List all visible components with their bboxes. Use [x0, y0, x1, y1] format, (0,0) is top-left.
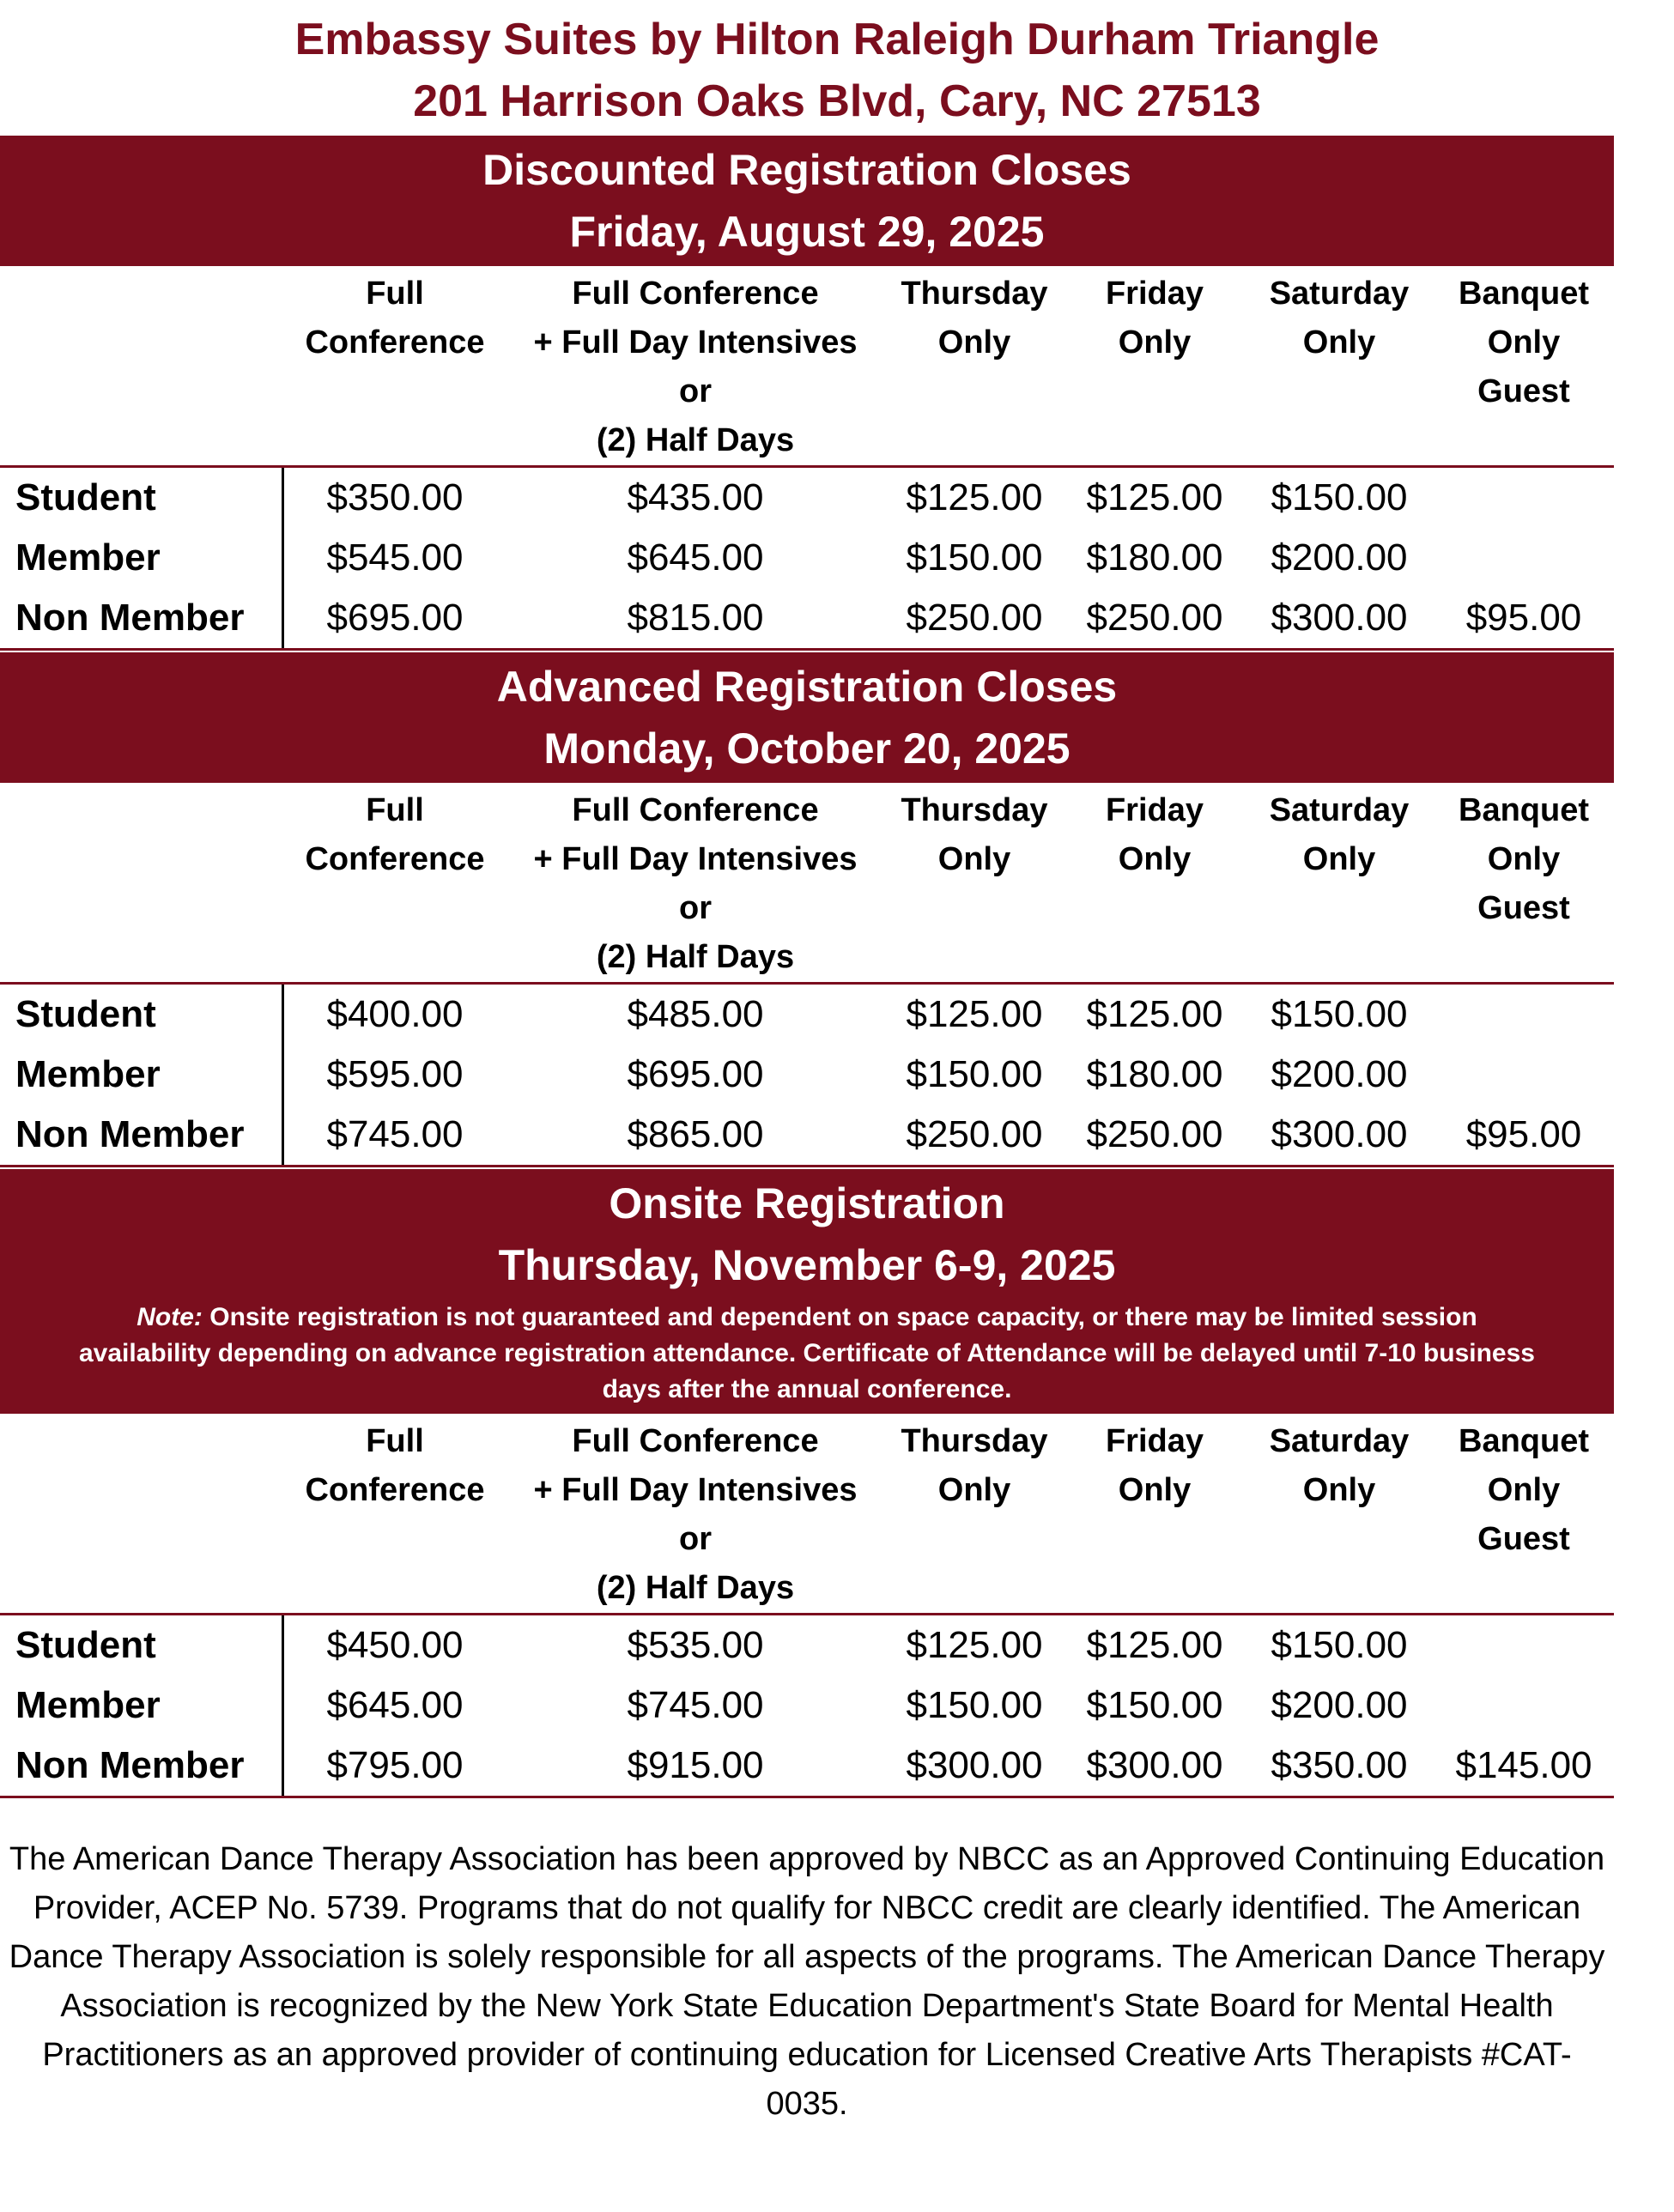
note-label: Note:	[136, 1303, 203, 1331]
col-thursday: Thursday Only	[901, 276, 1048, 361]
col-full-plus-intensives: Full Conference + Full Day Intensives or (2) Half Days	[533, 276, 858, 458]
column-header-row	[0, 270, 1614, 468]
section-title: Discounted Registration Closes	[482, 146, 1131, 194]
col-thursday: Thursday Only	[901, 792, 1048, 877]
price-table	[0, 985, 1614, 1167]
col-full-conference: Full Conference	[305, 792, 485, 877]
note-text: Onsite registration is not guaranteed and dependent on space capacity, or there may be limited session availability depending on advance registration attendance. Certificate of Attendance will be delayed until 7-10 business days after the annual conference.	[79, 1303, 1535, 1403]
discounted-band	[0, 136, 1614, 266]
table-row: Student $400.00 $485.00 $125.00 $125.00 $150.00	[0, 985, 1614, 1045]
row-label: Non Member	[15, 1113, 245, 1155]
section-title: Onsite Registration	[609, 1179, 1005, 1227]
col-banquet: Banquet Only Guest	[1459, 1423, 1589, 1557]
row-label: Member	[15, 536, 161, 579]
row-label: Student	[15, 476, 156, 518]
col-friday: Friday Only	[1105, 276, 1204, 361]
row-label: Member	[15, 1684, 161, 1726]
col-full-plus-intensives: Full Conference + Full Day Intensives or (2) Half Days	[533, 1423, 858, 1606]
column-header-row	[0, 1417, 1614, 1615]
table-row: Member $645.00 $745.00 $150.00 $150.00 $200.00	[0, 1676, 1614, 1736]
table-row: Member $545.00 $645.00 $150.00 $180.00 $200.00	[0, 528, 1614, 588]
row-label: Student	[15, 993, 156, 1035]
onsite-band	[0, 1169, 1614, 1414]
onsite-note	[0, 1300, 1614, 1408]
table-row: Non Member $745.00 $865.00 $250.00 $250.00 $300.00 $95.00	[0, 1105, 1614, 1165]
section-subtitle: Thursday, November 6-9, 2025	[498, 1241, 1116, 1289]
col-thursday: Thursday Only	[901, 1423, 1048, 1508]
col-full-conference: Full Conference	[305, 276, 485, 361]
col-saturday: Saturday Only	[1269, 1423, 1410, 1508]
column-header-row	[0, 786, 1614, 985]
price-table	[0, 468, 1614, 651]
col-friday: Friday Only	[1105, 1423, 1204, 1508]
accreditation-statement: The American Dance Therapy Association has been approved by NBCC as an Approved Continuing Education Provider, ACEP No. 5739. Programs that do not qualify for NBCC credit are clearly identified. The American Dance Therapy Association is solely responsible for all aspects of the programs. The American Dance Therapy Association is recognized by the New York State Education Department's State Board for Mental Health Practitioners as an approved provider of continuing education for Licensed Creative Arts Therapists #CAT-0035.	[9, 1841, 1605, 2122]
section-title: Advanced Registration Closes	[496, 663, 1118, 711]
section-subtitle: Friday, August 29, 2025	[569, 208, 1045, 256]
col-full-conference: Full Conference	[305, 1423, 485, 1508]
price-table	[0, 1615, 1614, 1798]
section-subtitle: Monday, October 20, 2025	[543, 724, 1071, 773]
table-row: Member $595.00 $695.00 $150.00 $180.00 $200.00	[0, 1045, 1614, 1105]
row-label: Member	[15, 1053, 161, 1095]
col-friday: Friday Only	[1105, 792, 1204, 877]
venue-address: 201 Harrison Oaks Blvd, Cary, NC 27513	[413, 76, 1261, 126]
row-label: Non Member	[15, 597, 245, 639]
row-label: Non Member	[15, 1744, 245, 1786]
table-row: Non Member $695.00 $815.00 $250.00 $250.00 $300.00 $95.00	[0, 588, 1614, 648]
col-banquet: Banquet Only Guest	[1459, 792, 1589, 926]
col-full-plus-intensives: Full Conference + Full Day Intensives or (2) Half Days	[533, 792, 858, 975]
table-row: Student $450.00 $535.00 $125.00 $125.00 $150.00	[0, 1615, 1614, 1676]
advanced-band	[0, 652, 1614, 783]
table-row: Non Member $795.00 $915.00 $300.00 $300.00 $350.00 $145.00	[0, 1736, 1614, 1796]
col-saturday: Saturday Only	[1269, 276, 1410, 361]
venue-name: Embassy Suites by Hilton Raleigh Durham Triangle	[294, 15, 1380, 64]
col-saturday: Saturday Only	[1269, 792, 1410, 877]
row-label: Student	[15, 1624, 156, 1666]
table-row: Student $350.00 $435.00 $125.00 $125.00 $150.00	[0, 468, 1614, 528]
col-banquet: Banquet Only Guest	[1459, 276, 1589, 409]
